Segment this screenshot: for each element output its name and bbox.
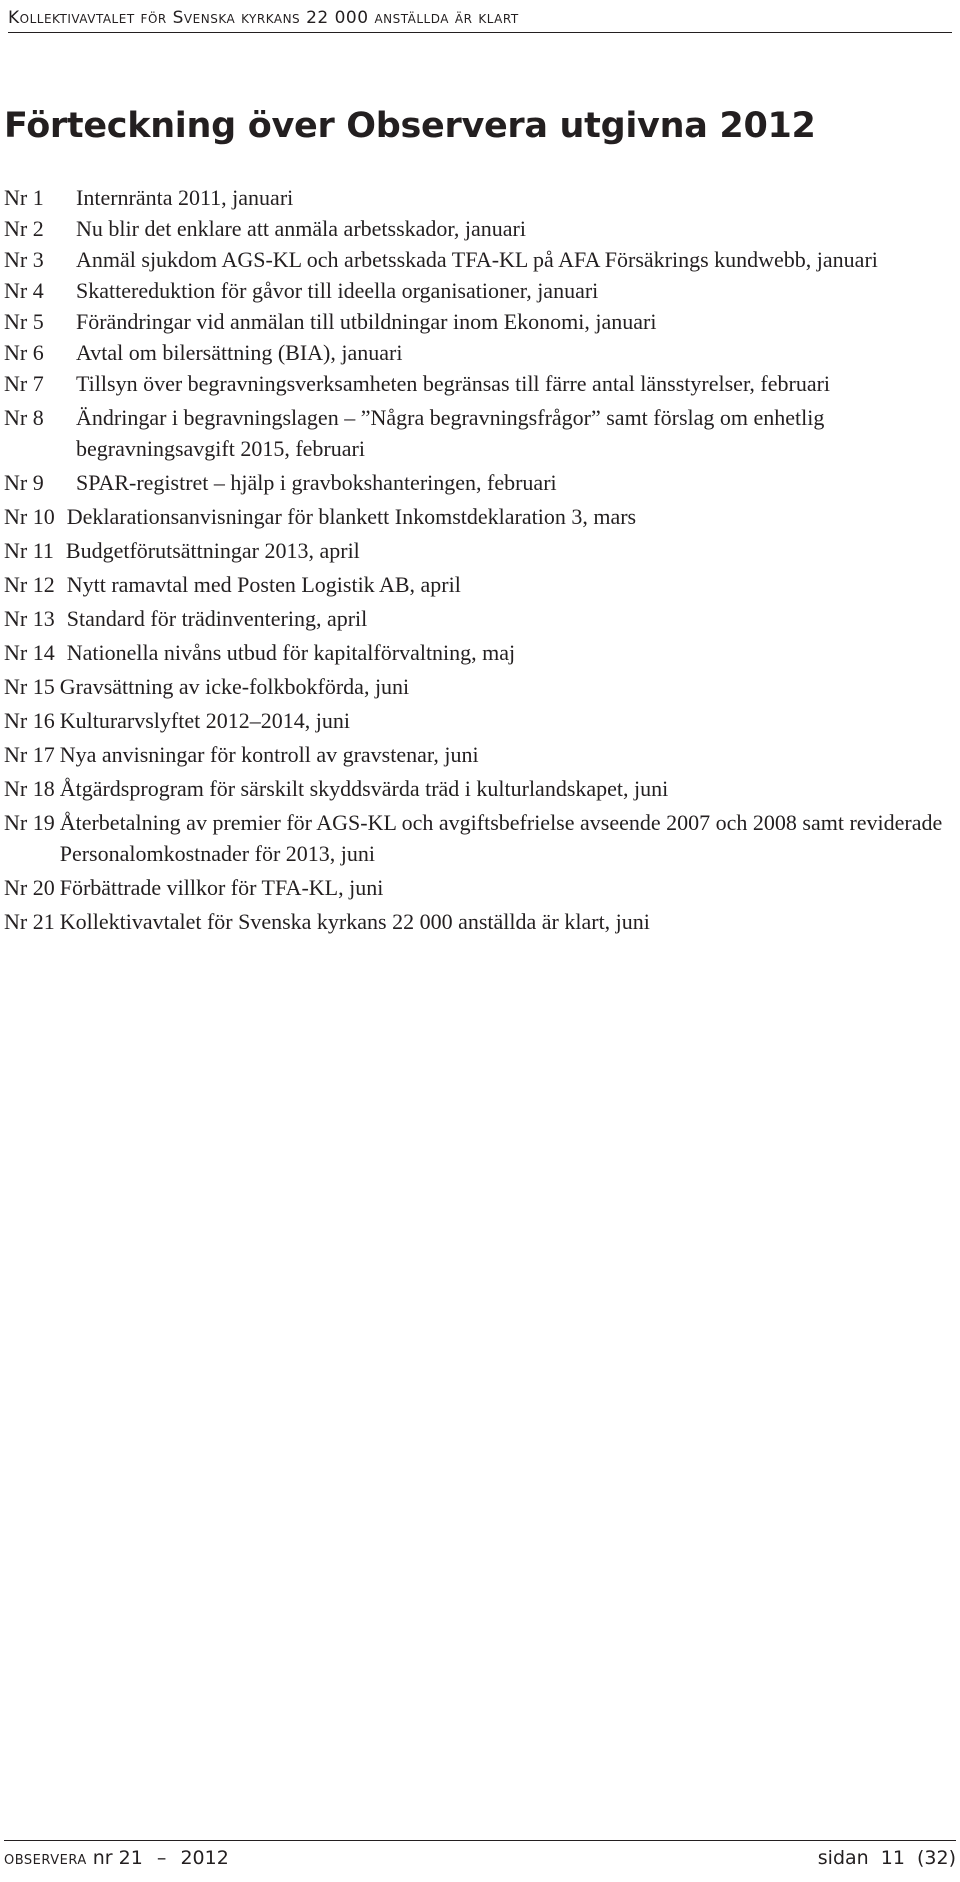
entry-number: Nr 1 <box>4 185 44 210</box>
entry-number: Nr 2 <box>4 216 44 241</box>
entry-text: Nationella nivåns utbud för kapitalförvaltning, maj <box>66 640 516 665</box>
entry-number: Nr 10 <box>4 504 55 529</box>
entry-number: Nr 11 <box>4 538 54 563</box>
entry-number: Nr 7 <box>4 371 44 396</box>
entry-number: Nr 14 <box>4 640 55 665</box>
footer-year: 2012 <box>180 1847 229 1869</box>
list-item <box>4 773 954 804</box>
entry-number: Nr 4 <box>4 278 44 303</box>
entry-text: Budgetförutsättningar 2013, april <box>65 538 360 563</box>
list-item <box>4 244 954 275</box>
entry-number: Nr 12 <box>4 572 55 597</box>
running-header-title: Kollektivavtalet för Svenska kyrkans 22 000 anställda är klart <box>8 8 519 28</box>
entry-text: Förbättrade villkor för TFA-KL, juni <box>59 875 384 900</box>
entry-text: Anmäl sjukdom AGS-KL och arbetsskada TFA-KL på AFA Försäkrings kundwebb, januari <box>76 247 878 272</box>
entry-text: Åtgärdsprogram för särskilt skyddsvärda träd i kulturlandskapet, juni <box>59 776 669 801</box>
entry-text: Avtal om bilersättning (BIA), januari <box>76 340 403 365</box>
entry-text: Kollektivavtalet för Svenska kyrkans 22 000 anställda är klart, juni <box>59 909 650 934</box>
list-item <box>4 402 954 464</box>
entry-text: Standard för trädinventering, april <box>66 606 368 631</box>
list-item <box>4 705 954 736</box>
list-item <box>4 671 954 702</box>
entry-text: Deklarationsanvisningar för blankett Inkomstdeklaration 3, mars <box>66 504 637 529</box>
entry-number: Nr 18 <box>4 776 55 801</box>
entry-number: Nr 9 <box>4 470 44 495</box>
entry-text: Skattereduktion för gåvor till ideella organisationer, januari <box>76 278 599 303</box>
entry-number: Nr 15 <box>4 674 55 699</box>
list-item <box>4 275 954 306</box>
list-item <box>4 569 954 600</box>
running-header <box>8 6 952 33</box>
entry-number: Nr 17 <box>4 742 55 767</box>
list-item <box>4 603 954 634</box>
footer-publication-name: observera <box>4 1847 87 1869</box>
footer-issue: nr 21 <box>92 1847 143 1869</box>
list-item <box>4 467 954 498</box>
entry-text: Återbetalning av premier för AGS-KL och avgiftsbefrielse avseende 2007 och 2008 samt reviderade Personalomkostnader för 2013, juni <box>59 810 943 866</box>
page-footer <box>4 1840 956 1871</box>
footer-page-number: 11 <box>880 1847 905 1869</box>
list-item <box>4 637 954 668</box>
footer-dash: – <box>156 1847 167 1869</box>
footer-publication-info <box>4 1843 229 1873</box>
entry-number: Nr 16 <box>4 708 55 733</box>
page-title: Förteckning över Observera utgivna 2012 <box>4 106 816 146</box>
entry-text: Nu blir det enklare att anmäla arbetsskador, januari <box>76 216 526 241</box>
entry-text: Ändringar i begravningslagen – ”Några begravningsfrågor” samt förslag om enhetlig begravningsavgift 2015, februari <box>76 405 825 461</box>
entry-number: Nr 21 <box>4 909 55 934</box>
entry-number: Nr 8 <box>4 405 44 430</box>
entry-number: Nr 6 <box>4 340 44 365</box>
list-item <box>4 807 954 869</box>
entry-number: Nr 13 <box>4 606 55 631</box>
list-item <box>4 306 954 337</box>
list-item <box>4 213 954 244</box>
list-item <box>4 337 954 368</box>
list-item <box>4 501 954 532</box>
entry-text: Tillsyn över begravningsverksamheten begränsas till färre antal länsstyrelser, februari <box>76 371 831 396</box>
list-item <box>4 739 954 770</box>
list-item <box>4 535 954 566</box>
entry-number: Nr 3 <box>4 247 44 272</box>
entry-number: Nr 20 <box>4 875 55 900</box>
entry-number: Nr 5 <box>4 309 44 334</box>
entry-number: Nr 19 <box>4 810 55 835</box>
entry-text: Nya anvisningar för kontroll av gravstenar, juni <box>59 742 479 767</box>
entry-text: Internränta 2011, januari <box>76 185 294 210</box>
footer-page-total: (32) <box>916 1847 956 1869</box>
list-item <box>4 182 954 213</box>
list-item <box>4 906 954 937</box>
entry-text: Kulturarvslyftet 2012–2014, juni <box>59 708 350 733</box>
footer-page-info <box>818 1843 956 1873</box>
entry-text: Gravsättning av icke-folkbokförda, juni <box>59 674 410 699</box>
entry-text: Förändringar vid anmälan till utbildningar inom Ekonomi, januari <box>76 309 657 334</box>
list-item <box>4 368 954 399</box>
entry-text: SPAR-registret – hjälp i gravbokshanteringen, februari <box>76 470 557 495</box>
entry-text: Nytt ramavtal med Posten Logistik AB, april <box>66 572 461 597</box>
footer-page-label: sidan <box>817 1847 869 1869</box>
list-item <box>4 872 954 903</box>
publication-list <box>4 182 954 940</box>
